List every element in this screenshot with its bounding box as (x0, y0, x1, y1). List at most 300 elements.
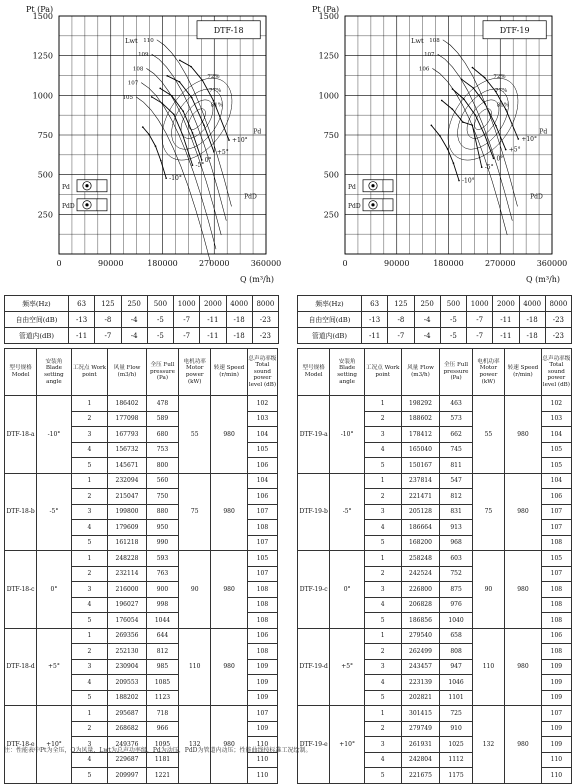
flow-cell: 188202 (108, 690, 147, 706)
flow-cell: 279749 (401, 721, 440, 737)
work-point-cell: 5 (364, 458, 401, 474)
pressure-cell: 998 (146, 597, 178, 613)
attenuation-value: -13 (362, 312, 388, 328)
pressure-cell: 1040 (440, 613, 472, 629)
work-point-cell: 1 (364, 706, 401, 722)
series-point (495, 125, 497, 127)
pressure-cell: 718 (146, 706, 178, 722)
work-point-cell: 2 (364, 411, 401, 427)
motor-power-cell: 75 (472, 473, 504, 551)
attenuation-value: -11 (362, 328, 388, 344)
pressure-cell: 1123 (146, 690, 178, 706)
flow-cell: 186856 (401, 613, 440, 629)
series-point (179, 59, 181, 61)
motor-power-cell: 90 (179, 551, 211, 629)
table-row (298, 396, 572, 412)
x-tick-label: 180000 (433, 259, 464, 268)
perf-header: 总声功率级 Total sound power level (dB) (541, 349, 571, 396)
work-point-cell: 5 (71, 690, 108, 706)
series-point (481, 166, 483, 168)
model-cell: DTF-18-d (5, 628, 37, 706)
model-cell: DTF-18-e (5, 706, 37, 784)
work-point-cell: 4 (364, 442, 401, 458)
pressure-cell: 725 (440, 706, 472, 722)
motor-power-cell: 132 (179, 706, 211, 784)
freq-cell: 4000 (519, 296, 545, 312)
series-point (505, 149, 507, 151)
attenuation-value: -13 (69, 312, 95, 328)
pressure-cell: 947 (440, 659, 472, 675)
work-point-cell: 2 (364, 644, 401, 660)
sound-level-cell: 108 (247, 597, 277, 613)
freq-header: 频率(Hz) (298, 296, 362, 312)
attenuation-value: -5 (440, 312, 466, 328)
y-tick-label: 1250 (318, 51, 339, 61)
attenuation-value: -7 (467, 312, 493, 328)
pressure-cell: 1101 (440, 690, 472, 706)
flow-cell: 165040 (401, 442, 440, 458)
pressure-cell: 831 (440, 504, 472, 520)
angle-cell: -5° (330, 473, 365, 551)
perf-header: 电机功率 Motor power (kW) (179, 349, 211, 396)
sound-level-label: 108 (132, 66, 144, 73)
work-point-cell: 5 (71, 768, 108, 784)
series-point (447, 148, 449, 150)
series-point (472, 67, 474, 69)
pressure-cell: 1175 (440, 768, 472, 784)
sound-level-cell: 105 (541, 458, 571, 474)
freq-header: 频率(Hz) (5, 296, 69, 312)
series-label: 0° (496, 155, 504, 163)
x-tick-label: 90000 (98, 259, 124, 268)
performance-chart-dtf-18 (4, 2, 286, 284)
flow-cell: 186402 (108, 396, 147, 412)
freq-cell: 4000 (226, 296, 252, 312)
flow-cell: 205128 (401, 504, 440, 520)
table-row (298, 473, 572, 489)
sound-level-cell: 106 (247, 628, 277, 644)
x-tick-label: 360000 (250, 259, 282, 268)
series-point (201, 159, 203, 161)
work-point-cell: 3 (364, 504, 401, 520)
sound-level-cell: 110 (247, 737, 277, 753)
flow-cell: 156732 (108, 442, 147, 458)
performance-table-dtf-18 (4, 348, 278, 784)
series-point (439, 135, 441, 137)
flow-cell: 230904 (108, 659, 147, 675)
attenuation-value: -11 (200, 312, 226, 328)
pressure-cell: 950 (146, 520, 178, 536)
y-tick-label: 1000 (318, 91, 339, 101)
sound-level-cell: 107 (541, 706, 571, 722)
series-point (484, 134, 486, 136)
footnote: 注：性能表中Pt为全压，Q为风量，Lwt为总声功率级，Pd为动压，PdD为管道内动压；性能曲线按标准工况绘制。 (4, 747, 312, 754)
flow-cell: 301415 (401, 706, 440, 722)
angle-cell: +10° (37, 706, 71, 784)
fan-pd-icon (77, 180, 107, 192)
sound-level-cell: 102 (541, 396, 571, 412)
sound-level-cell: 109 (247, 675, 277, 691)
series-label: -10° (169, 175, 182, 183)
perf-header: 转速 Speed (r/min) (211, 349, 248, 396)
sound-level-line (443, 40, 518, 207)
work-point-cell: 3 (71, 427, 108, 443)
flow-cell: 202821 (401, 690, 440, 706)
perf-header: 风量 Flow (m3/h) (401, 349, 440, 396)
sound-level-cell: 104 (247, 427, 277, 443)
flow-cell: 206828 (401, 597, 440, 613)
angle-cell: 0° (330, 551, 365, 629)
work-point-cell: 3 (71, 504, 108, 520)
sound-level-cell: 109 (541, 690, 571, 706)
sound-level-cell: 105 (541, 551, 571, 567)
work-point-cell: 4 (71, 752, 108, 768)
fan-pd-hub (85, 184, 88, 187)
speed-cell: 980 (505, 396, 542, 474)
sound-level-cell: 108 (541, 582, 571, 598)
perf-header: 工况点 Work point (364, 349, 401, 396)
pressure-cell: 589 (146, 411, 178, 427)
work-point-cell: 3 (71, 659, 108, 675)
series-point (203, 124, 205, 126)
series-point (484, 77, 486, 79)
flow-cell: 269356 (108, 628, 147, 644)
attenuation-value: -8 (95, 312, 121, 328)
attenuation-value: -11 (493, 312, 519, 328)
work-point-cell: 2 (364, 721, 401, 737)
fan-pd-text: Pd (348, 183, 356, 191)
sound-level-label: 108 (429, 37, 440, 44)
perf-header: 工况点 Work point (71, 349, 108, 396)
angle-cell: +5° (330, 628, 365, 706)
sound-level-cell: 109 (247, 721, 277, 737)
work-point-cell: 2 (364, 489, 401, 505)
attenuation-value: -23 (545, 328, 571, 344)
y-axis-label: Pt (Pa) (312, 5, 340, 14)
fan-pd-text: Pd (62, 183, 70, 191)
attenuation-value: -5 (147, 328, 173, 344)
attenuation-value: -11 (69, 328, 95, 344)
series-label: +5° (508, 146, 521, 154)
series-point (213, 100, 215, 102)
work-point-cell: 3 (364, 427, 401, 443)
table-row (5, 706, 278, 722)
pressure-cell: 812 (146, 644, 178, 660)
fan-pd-icon (363, 180, 393, 192)
performance-chart-dtf-19 (290, 2, 572, 284)
sound-level-cell: 108 (541, 597, 571, 613)
attenuation-value: -7 (174, 328, 200, 344)
pressure-cell: 593 (146, 551, 178, 567)
table-row (5, 551, 278, 567)
work-point-cell: 2 (364, 566, 401, 582)
y-tick-label: 250 (37, 210, 53, 220)
series-point (142, 126, 144, 128)
work-point-cell: 1 (364, 396, 401, 412)
speed-cell: 980 (505, 473, 542, 551)
work-point-cell: 5 (364, 613, 401, 629)
sound-level-cell: 108 (541, 644, 571, 660)
flow-cell: 198292 (401, 396, 440, 412)
fan-pdd-icon (363, 199, 393, 211)
pressure-cell: 662 (440, 427, 472, 443)
series-point (179, 81, 181, 83)
series-point (166, 75, 168, 77)
model-cell: DTF-18-b (5, 473, 37, 551)
pressure-cell: 463 (440, 396, 472, 412)
x-tick-label: 180000 (147, 259, 178, 268)
freq-cell: 8000 (252, 296, 278, 312)
efficiency-label: 77% (495, 88, 508, 95)
work-point-cell: 5 (71, 535, 108, 551)
flow-cell: 150167 (401, 458, 440, 474)
speed-cell: 980 (211, 396, 248, 474)
sound-level-cell: 110 (247, 768, 277, 784)
series-point (182, 134, 184, 136)
flow-cell: 261931 (401, 737, 440, 753)
pressure-cell: 913 (440, 520, 472, 536)
series-label: +10° (521, 135, 537, 143)
series-point (202, 79, 204, 81)
motor-power-cell: 55 (179, 396, 211, 474)
angle-cell: -5° (37, 473, 71, 551)
motor-power-cell: 55 (472, 396, 504, 474)
speed-cell: 980 (505, 628, 542, 706)
sound-level-cell: 102 (247, 396, 277, 412)
pressure-cell: 1046 (440, 675, 472, 691)
attenuation-value: -4 (121, 328, 147, 344)
model-cell: DTF-19-e (298, 706, 330, 784)
fan-pdd-hub (85, 203, 88, 206)
series-label: -5° (484, 164, 494, 172)
freq-cell: 2000 (493, 296, 519, 312)
work-point-cell: 2 (71, 644, 108, 660)
flow-cell: 216000 (108, 582, 147, 598)
work-point-cell: 1 (71, 473, 108, 489)
table-row (5, 396, 278, 412)
pressure-cell: 968 (440, 535, 472, 551)
work-point-cell: 1 (71, 551, 108, 567)
sound-level-cell: 104 (541, 473, 571, 489)
pressure-cell: 880 (146, 504, 178, 520)
flow-cell: 268682 (108, 721, 147, 737)
pressure-cell: 750 (146, 489, 178, 505)
sound-level-cell: 108 (541, 613, 571, 629)
table-row (5, 628, 278, 644)
series-point (505, 109, 507, 111)
attenuation-row-label: 管道内(dB) (298, 328, 362, 344)
flow-cell: 242524 (401, 566, 440, 582)
flow-cell: 223139 (401, 675, 440, 691)
table-row (298, 551, 572, 567)
flow-cell: 161218 (108, 535, 147, 551)
flow-cell: 215047 (108, 489, 147, 505)
flow-cell: 178412 (401, 427, 440, 443)
series-point (148, 134, 150, 136)
pressure-cell: 1221 (146, 768, 178, 784)
attenuation-value: -4 (414, 328, 440, 344)
attenuation-table-left (4, 295, 279, 344)
perf-header: 型号规格 Model (5, 349, 37, 396)
pressure-cell: 752 (440, 566, 472, 582)
sound-level-cell: 108 (247, 613, 277, 629)
y-tick-label: 1000 (32, 91, 53, 101)
attenuation-value: -23 (252, 312, 278, 328)
x-tick-label: 270000 (484, 259, 516, 268)
series-point (182, 110, 184, 112)
attenuation-value: -18 (226, 328, 252, 344)
fan-pdd-text: PdD (348, 202, 361, 210)
angle-cell: +5° (37, 628, 71, 706)
series-point (213, 151, 215, 153)
angle-cell: +10° (330, 706, 365, 784)
freq-cell: 250 (121, 296, 147, 312)
efficiency-label: 81% (210, 102, 224, 109)
speed-cell: 980 (211, 628, 248, 706)
pressure-cell: 478 (146, 396, 178, 412)
attenuation-value: -4 (414, 312, 440, 328)
pressure-cell: 808 (440, 644, 472, 660)
table-row (5, 473, 278, 489)
x-tick-label: 270000 (198, 259, 230, 268)
efficiency-label: 72% (207, 73, 220, 80)
sound-level-label: 110 (143, 37, 154, 44)
sound-level-label: 109 (138, 52, 149, 59)
chart-svg-left (4, 2, 286, 284)
pressure-cell: 658 (440, 628, 472, 644)
sound-level-cell: 109 (247, 690, 277, 706)
flow-cell: 221471 (401, 489, 440, 505)
x-tick-label: 90000 (384, 259, 410, 268)
work-point-cell: 5 (71, 458, 108, 474)
pressure-cell: 976 (440, 597, 472, 613)
sound-level-cell: 107 (541, 566, 571, 582)
fan-pd-hub (371, 184, 374, 187)
flow-cell: 232114 (108, 566, 147, 582)
series-point (452, 108, 454, 110)
pressure-cell: 547 (440, 473, 472, 489)
sound-level-cell: 109 (541, 675, 571, 691)
pdd-label: PdD (244, 193, 257, 201)
pd-label: Pd (253, 128, 262, 136)
series-point (458, 180, 460, 182)
flow-cell: 221675 (401, 768, 440, 784)
series-label: 0° (204, 156, 212, 164)
model-box-label: DTF-18 (213, 25, 244, 35)
series-point (228, 139, 230, 141)
attenuation-table-right (297, 295, 572, 344)
flow-cell: 209553 (108, 675, 147, 691)
freq-cell: 63 (362, 296, 388, 312)
work-point-cell: 4 (364, 675, 401, 691)
flow-cell: 295687 (108, 706, 147, 722)
sound-level-cell: 104 (247, 473, 277, 489)
work-point-cell: 1 (71, 628, 108, 644)
flow-cell: 209997 (108, 768, 147, 784)
sound-level-cell: 107 (247, 706, 277, 722)
model-cell: DTF-19-a (298, 396, 330, 474)
perf-header: 电机功率 Motor power (kW) (472, 349, 504, 396)
attenuation-row-label: 自由空间(dB) (5, 312, 69, 328)
flow-cell: 199800 (108, 504, 147, 520)
series-label: +10° (232, 137, 248, 145)
motor-power-cell: 90 (472, 551, 504, 629)
efficiency-label: 77% (209, 88, 222, 95)
pd-label: Pd (539, 128, 548, 136)
pressure-cell: 1112 (440, 752, 472, 768)
chart-svg-right (290, 2, 572, 284)
freq-cell: 125 (388, 296, 414, 312)
flow-cell: 229687 (108, 752, 147, 768)
series-point (151, 96, 153, 98)
series-label: -5° (195, 162, 205, 170)
perf-header: 全压 Full pressure (Pa) (146, 349, 178, 396)
series-point (431, 125, 433, 127)
sound-level-cell: 105 (247, 551, 277, 567)
series-point (165, 177, 167, 179)
pressure-cell: 811 (440, 458, 472, 474)
pressure-cell: 753 (146, 442, 178, 458)
attenuation-value: -11 (493, 328, 519, 344)
attenuation-row-label: 自由空间(dB) (298, 312, 362, 328)
work-point-cell: 2 (71, 411, 108, 427)
sound-level-cell: 108 (541, 535, 571, 551)
pressure-cell: 900 (146, 582, 178, 598)
flow-cell: 145671 (108, 458, 147, 474)
work-point-cell: 5 (364, 690, 401, 706)
work-point-cell: 4 (71, 520, 108, 536)
work-point-cell: 2 (71, 489, 108, 505)
sound-level-cell: 109 (541, 737, 571, 753)
pressure-cell: 603 (440, 551, 472, 567)
flow-cell: 177098 (108, 411, 147, 427)
freq-cell: 1000 (467, 296, 493, 312)
flow-cell: 243457 (401, 659, 440, 675)
angle-cell: -10° (330, 396, 365, 474)
pressure-cell: 800 (146, 458, 178, 474)
series-point (190, 66, 192, 68)
perf-header: 安装角 Blade setting angle (37, 349, 71, 396)
series-point (493, 158, 495, 160)
work-point-cell: 3 (364, 582, 401, 598)
motor-power-cell: 132 (472, 706, 504, 784)
work-point-cell: 5 (71, 613, 108, 629)
y-tick-label: 500 (37, 170, 53, 180)
series-point (192, 132, 194, 134)
pressure-cell: 990 (146, 535, 178, 551)
pressure-cell: 1181 (146, 752, 178, 768)
sound-level-cell: 108 (247, 520, 277, 536)
work-point-cell: 4 (71, 597, 108, 613)
attenuation-value: -7 (388, 328, 414, 344)
sound-level-cell: 109 (541, 721, 571, 737)
pressure-cell: 1095 (146, 737, 178, 753)
motor-power-cell: 110 (472, 628, 504, 706)
flow-cell: 242804 (401, 752, 440, 768)
work-point-cell: 2 (71, 721, 108, 737)
sound-level-cell: 108 (247, 582, 277, 598)
y-tick-label: 750 (37, 131, 53, 140)
efficiency-label: 72% (493, 73, 506, 80)
flow-cell: 176054 (108, 613, 147, 629)
series-point (473, 87, 475, 89)
series-point (160, 160, 162, 162)
model-cell: DTF-19-c (298, 551, 330, 629)
work-point-cell: 3 (364, 659, 401, 675)
speed-cell: 980 (211, 706, 248, 784)
speed-cell: 980 (211, 551, 248, 629)
speed-cell: 980 (211, 473, 248, 551)
